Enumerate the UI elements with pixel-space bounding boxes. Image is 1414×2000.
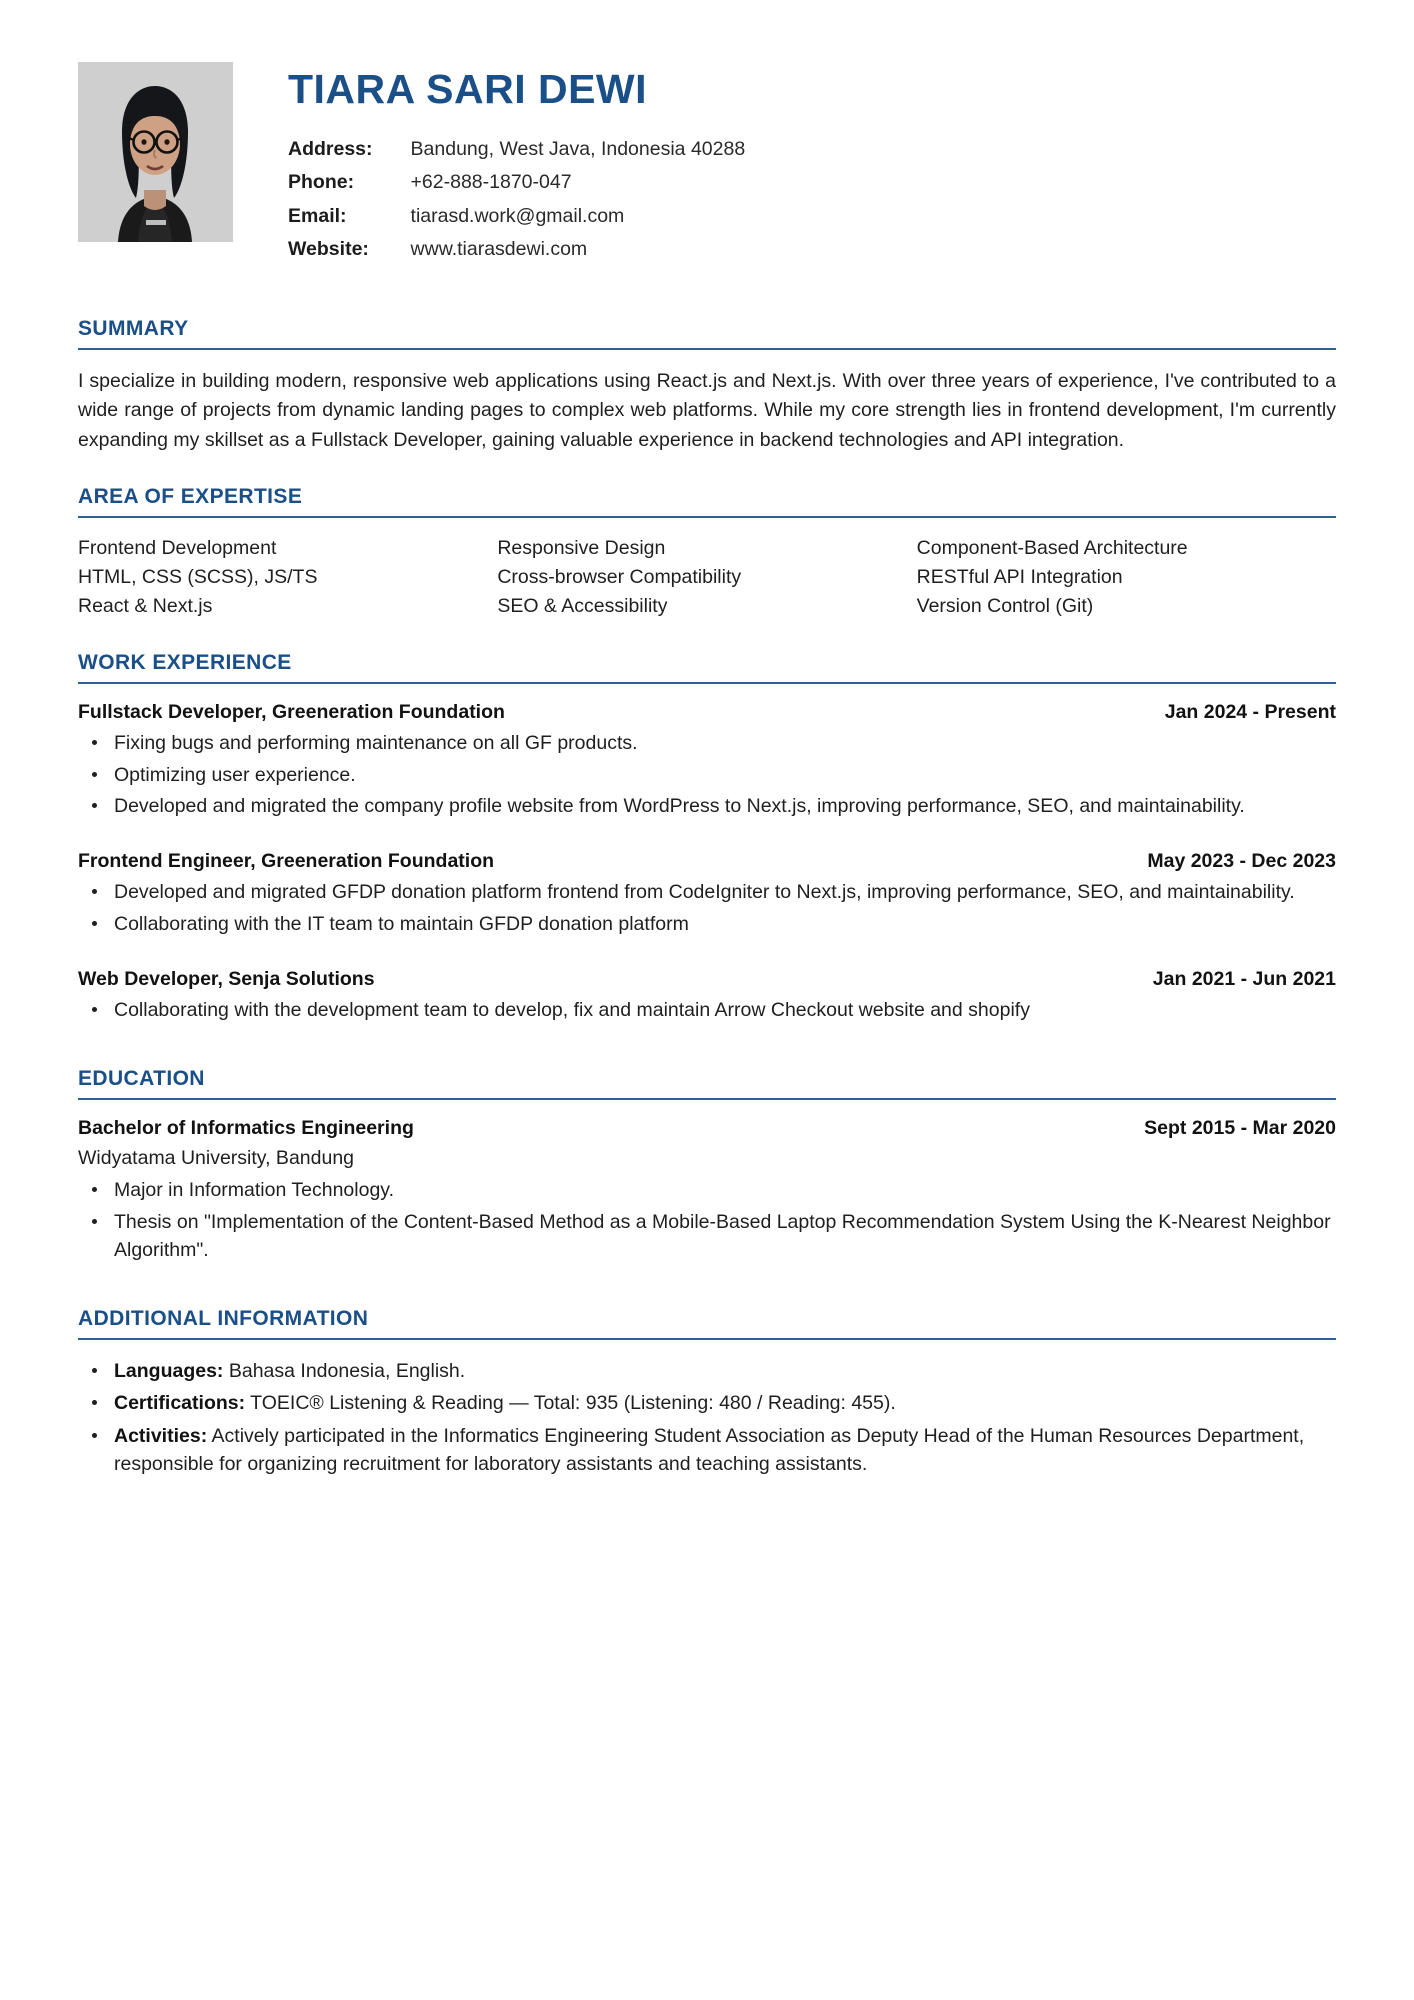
contact-row-phone xyxy=(288,170,745,203)
education-bullet: Major in Information Technology. xyxy=(114,1176,1336,1207)
education-title: EDUCATION xyxy=(78,1067,205,1091)
additional-value: Actively participated in the Informatics Engineering Student Association as Deputy Head of the Human Resources Department, responsible for organizing recruitment for laboratory assistants and teaching assistants. xyxy=(114,1424,1305,1475)
additional-value: TOEIC® Listening & Reading — Total: 935 (Listening: 480 / Reading: 455). xyxy=(245,1392,896,1415)
additional-item-languages xyxy=(114,1357,1336,1389)
expertise-grid xyxy=(78,535,1336,621)
contact-value-phone: +62-888-1870-047 xyxy=(410,171,572,194)
experience-entry-header xyxy=(78,850,1336,873)
education-divider xyxy=(78,1098,1336,1100)
expertise-item: Cross-browser Compatibility xyxy=(497,566,742,589)
additional-item-certifications xyxy=(114,1389,1336,1421)
experience-entry xyxy=(78,701,1336,823)
summary-title: SUMMARY xyxy=(78,316,189,340)
expertise-item: SEO & Accessibility xyxy=(497,594,668,617)
experience-bullet: Developed and migrated GFDP donation platform frontend from CodeIgniter to Next.js, improving performance, SEO, and maintainability. xyxy=(114,878,1336,909)
contact-value-email[interactable]: tiarasd.work@gmail.com xyxy=(410,204,625,227)
additional-item-activities xyxy=(114,1422,1336,1483)
section-education xyxy=(78,1067,1336,1267)
experience-bullet: Collaborating with the development team to develop, fix and maintain Arrow Checkout website and shopify xyxy=(114,996,1336,1027)
expertise-column-3 xyxy=(917,535,1336,621)
contact-label-email: Email: xyxy=(288,204,347,227)
experience-divider xyxy=(78,682,1336,684)
section-additional-information xyxy=(78,1307,1336,1482)
contact-value-website[interactable]: www.tiarasdewi.com xyxy=(410,238,588,261)
education-date: Sept 2015 - Mar 2020 xyxy=(1144,1117,1336,1140)
section-expertise xyxy=(78,485,1336,621)
experience-job-date: Jan 2024 - Present xyxy=(1164,701,1336,724)
experience-entry-header xyxy=(78,701,1336,724)
expertise-item: Version Control (Git) xyxy=(916,594,1094,617)
experience-entry xyxy=(78,968,1336,1027)
contact-table xyxy=(288,137,745,271)
experience-bullet-list xyxy=(78,878,1336,941)
experience-entry-header xyxy=(78,968,1336,991)
header-details xyxy=(288,62,1336,271)
contact-row-address xyxy=(288,137,745,170)
summary-divider xyxy=(78,348,1336,350)
experience-bullet: Collaborating with the IT team to maintain GFDP donation platform xyxy=(114,910,1336,941)
additional-value: Bahasa Indonesia, English. xyxy=(223,1360,466,1383)
expertise-item: React & Next.js xyxy=(78,594,213,617)
education-bullet: Thesis on "Implementation of the Content-Based Method as a Mobile-Based Laptop Recommendation System Using the K-Nearest Neighbor Algorithm". xyxy=(114,1208,1336,1268)
expertise-item: Responsive Design xyxy=(497,537,666,560)
additional-label: Activities: xyxy=(114,1424,208,1447)
additional-bullet-list xyxy=(78,1357,1336,1482)
summary-text: I specialize in building modern, responsive web applications using React.js and Next.js. With over three years of experience, I've contributed to a wide range of projects from dynamic landing pages to complex web platforms. While my core strength lies in frontend development, I'm currently expanding my skillset as a Fullstack Developer, gaining valuable experience in backend technologies and API integration. xyxy=(78,369,1336,451)
experience-bullet-list xyxy=(78,729,1336,823)
contact-label-phone: Phone: xyxy=(288,171,355,194)
experience-bullet: Optimizing user experience. xyxy=(114,761,1336,792)
education-entry-header xyxy=(78,1117,1336,1140)
additional-title: ADDITIONAL INFORMATION xyxy=(78,1307,369,1331)
contact-label-website: Website: xyxy=(288,238,369,261)
expertise-item: RESTful API Integration xyxy=(916,566,1123,589)
education-school: Widyatama University, Bandung xyxy=(78,1147,355,1170)
expertise-item: Component-Based Architecture xyxy=(916,537,1188,560)
experience-job-title: Frontend Engineer, Greeneration Foundation xyxy=(78,850,495,873)
additional-label: Languages: xyxy=(114,1360,224,1383)
experience-bullet-list xyxy=(78,996,1336,1027)
candidate-name: TIARA SARI DEWI xyxy=(288,66,648,112)
contact-row-email xyxy=(288,204,745,237)
contact-value-address: Bandung, West Java, Indonesia 40288 xyxy=(410,138,746,161)
profile-photo-illustration xyxy=(78,62,233,242)
expertise-item: HTML, CSS (SCSS), JS/TS xyxy=(78,566,318,589)
expertise-title: AREA OF EXPERTISE xyxy=(78,485,303,509)
experience-entry xyxy=(78,850,1336,941)
profile-photo xyxy=(78,62,233,242)
section-work-experience xyxy=(78,651,1336,1027)
expertise-column-2 xyxy=(497,535,916,621)
additional-divider xyxy=(78,1338,1336,1340)
contact-row-website xyxy=(288,237,745,270)
experience-title: WORK EXPERIENCE xyxy=(78,651,292,675)
education-bullet-list xyxy=(78,1176,1336,1267)
section-summary xyxy=(78,317,1336,456)
expertise-column-1 xyxy=(78,535,497,621)
experience-job-date: May 2023 - Dec 2023 xyxy=(1147,850,1336,873)
additional-label: Certifications: xyxy=(114,1392,246,1415)
experience-job-title: Web Developer, Senja Solutions xyxy=(78,967,375,990)
experience-job-date: Jan 2021 - Jun 2021 xyxy=(1152,967,1336,990)
expertise-item: Frontend Development xyxy=(78,537,277,560)
education-degree: Bachelor of Informatics Engineering xyxy=(78,1117,414,1140)
expertise-divider xyxy=(78,516,1336,518)
contact-label-address: Address: xyxy=(288,138,373,161)
experience-job-title: Fullstack Developer, Greeneration Foundation xyxy=(78,701,505,724)
experience-bullet: Fixing bugs and performing maintenance on all GF products. xyxy=(114,729,1336,760)
profile-photo-container xyxy=(78,62,233,242)
resume-header xyxy=(78,62,1336,271)
experience-bullet: Developed and migrated the company profile website from WordPress to Next.js, improving performance, SEO, and maintainability. xyxy=(114,792,1336,823)
